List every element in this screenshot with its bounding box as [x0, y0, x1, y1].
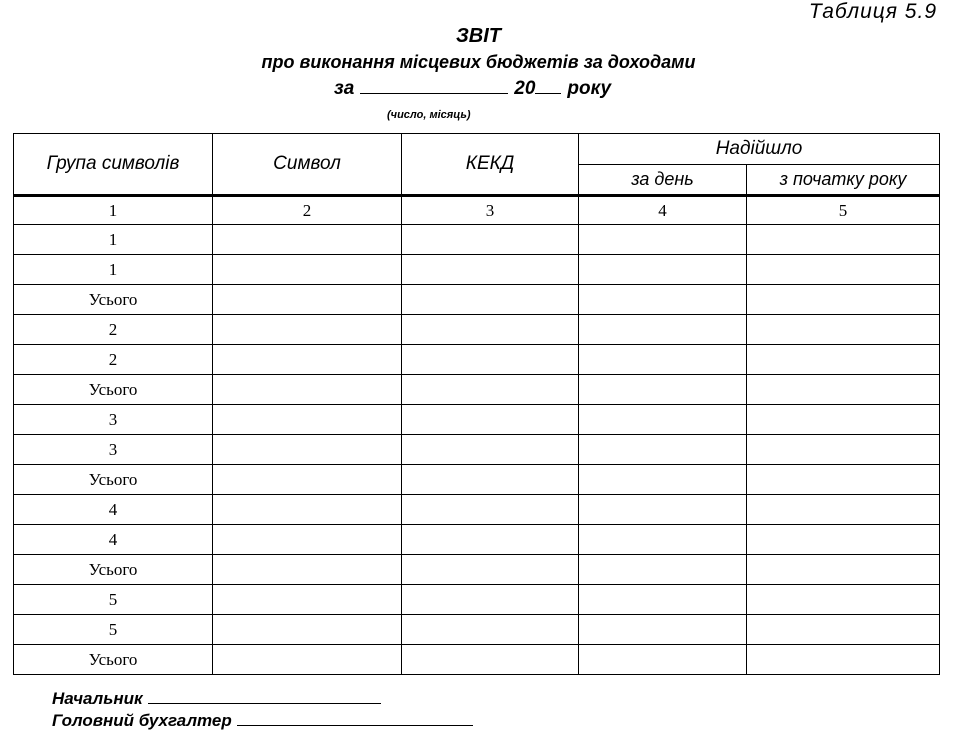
group-cell: 4: [14, 495, 213, 525]
since-start-cell[interactable]: [747, 465, 940, 495]
table-row: [14, 555, 940, 585]
group-cell: Усього: [14, 375, 213, 405]
header-received: Надійшло: [579, 134, 940, 165]
kekd-cell[interactable]: [402, 555, 579, 585]
group-cell: 3: [14, 435, 213, 465]
group-cell: Усього: [14, 645, 213, 675]
table-row: [14, 255, 940, 285]
column-number-2: 2: [213, 196, 402, 225]
table-number-label: Таблиця 5.9: [808, 0, 937, 23]
column-number-5: 5: [747, 196, 940, 225]
symbol-cell[interactable]: [213, 225, 402, 255]
kekd-cell[interactable]: [402, 315, 579, 345]
group-cell: 1: [14, 255, 213, 285]
header-since-start-of-year: з початку року: [747, 165, 940, 196]
kekd-cell[interactable]: [402, 615, 579, 645]
kekd-cell[interactable]: [402, 375, 579, 405]
column-number-4: 4: [579, 196, 747, 225]
signature-head-label: Начальник: [52, 689, 143, 708]
per-day-cell[interactable]: [579, 315, 747, 345]
group-cell: 2: [14, 345, 213, 375]
table-row: [14, 405, 940, 435]
table-row: [14, 375, 940, 405]
since-start-cell[interactable]: [747, 285, 940, 315]
since-start-cell[interactable]: [747, 225, 940, 255]
per-day-cell[interactable]: [579, 525, 747, 555]
period-prefix: за: [334, 78, 355, 99]
per-day-cell[interactable]: [579, 285, 747, 315]
symbol-cell[interactable]: [213, 555, 402, 585]
kekd-cell[interactable]: [402, 225, 579, 255]
signatures-block: [52, 688, 473, 732]
per-day-cell[interactable]: [579, 225, 747, 255]
since-start-cell[interactable]: [747, 555, 940, 585]
kekd-cell[interactable]: [402, 585, 579, 615]
group-cell: 3: [14, 405, 213, 435]
signature-chief-accountant-label: Головний бухгалтер: [52, 711, 232, 730]
group-cell: 5: [14, 615, 213, 645]
per-day-cell[interactable]: [579, 405, 747, 435]
table-row: [14, 435, 940, 465]
per-day-cell[interactable]: [579, 555, 747, 585]
table-row: [14, 525, 940, 555]
since-start-cell[interactable]: [747, 495, 940, 525]
symbol-cell[interactable]: [213, 525, 402, 555]
group-cell: 2: [14, 315, 213, 345]
group-cell: 5: [14, 585, 213, 615]
kekd-cell[interactable]: [402, 345, 579, 375]
column-number-3: 3: [402, 196, 579, 225]
since-start-cell[interactable]: [747, 255, 940, 285]
date-blank-field[interactable]: [360, 79, 508, 94]
since-start-cell[interactable]: [747, 525, 940, 555]
kekd-cell[interactable]: [402, 495, 579, 525]
symbol-cell[interactable]: [213, 615, 402, 645]
symbol-cell[interactable]: [213, 495, 402, 525]
per-day-cell[interactable]: [579, 435, 747, 465]
kekd-cell[interactable]: [402, 525, 579, 555]
per-day-cell[interactable]: [579, 615, 747, 645]
kekd-cell[interactable]: [402, 255, 579, 285]
signature-chief-accountant-line[interactable]: [237, 713, 473, 726]
table-row: [14, 495, 940, 525]
symbol-cell[interactable]: [213, 435, 402, 465]
per-day-cell[interactable]: [579, 585, 747, 615]
per-day-cell[interactable]: [579, 375, 747, 405]
group-cell: Усього: [14, 465, 213, 495]
header-per-day: за день: [579, 165, 747, 196]
year-prefix: 20: [514, 78, 536, 99]
table-row: [14, 225, 940, 255]
table-row: [14, 345, 940, 375]
per-day-cell[interactable]: [579, 345, 747, 375]
signature-head: [52, 688, 473, 710]
per-day-cell[interactable]: [579, 465, 747, 495]
kekd-cell[interactable]: [402, 645, 579, 675]
year-blank-field[interactable]: [535, 79, 561, 94]
table-row: [14, 465, 940, 495]
since-start-cell[interactable]: [747, 615, 940, 645]
since-start-cell[interactable]: [747, 315, 940, 345]
since-start-cell[interactable]: [747, 345, 940, 375]
group-cell: 1: [14, 225, 213, 255]
header-symbol: Символ: [213, 134, 402, 196]
per-day-cell[interactable]: [579, 255, 747, 285]
table-row: [14, 615, 940, 645]
since-start-cell[interactable]: [747, 435, 940, 465]
group-cell: 4: [14, 525, 213, 555]
symbol-cell[interactable]: [213, 405, 402, 435]
table-row: [14, 645, 940, 675]
symbol-cell[interactable]: [213, 345, 402, 375]
since-start-cell[interactable]: [747, 585, 940, 615]
symbol-cell[interactable]: [213, 315, 402, 345]
kekd-cell[interactable]: [402, 465, 579, 495]
since-start-cell[interactable]: [747, 645, 940, 675]
symbol-cell[interactable]: [213, 465, 402, 495]
kekd-cell[interactable]: [402, 405, 579, 435]
kekd-cell[interactable]: [402, 435, 579, 465]
group-cell: Усього: [14, 555, 213, 585]
period-hint: (число, місяць): [387, 109, 471, 121]
report-period: [334, 78, 611, 100]
period-suffix: року: [567, 78, 612, 99]
table-row: [14, 285, 940, 315]
group-cell: Усього: [14, 285, 213, 315]
per-day-cell[interactable]: [579, 495, 747, 525]
since-start-cell[interactable]: [747, 405, 940, 435]
symbol-cell[interactable]: [213, 255, 402, 285]
report-title: ЗВІТ: [455, 25, 502, 47]
per-day-cell[interactable]: [579, 645, 747, 675]
symbol-cell[interactable]: [213, 585, 402, 615]
column-number-1: 1: [14, 196, 213, 225]
revenue-report-table: [13, 133, 940, 675]
signature-head-line[interactable]: [148, 691, 381, 704]
table-row: [14, 585, 940, 615]
header-group-symbols: Група символів: [14, 134, 213, 196]
report-subtitle: про виконання місцевих бюджетів за доходами: [261, 52, 696, 72]
since-start-cell[interactable]: [747, 375, 940, 405]
symbol-cell[interactable]: [213, 375, 402, 405]
symbol-cell[interactable]: [213, 645, 402, 675]
kekd-cell[interactable]: [402, 285, 579, 315]
signature-chief-accountant: [52, 710, 473, 732]
table-row: [14, 315, 940, 345]
symbol-cell[interactable]: [213, 285, 402, 315]
header-kekd: КЕКД: [402, 134, 579, 196]
